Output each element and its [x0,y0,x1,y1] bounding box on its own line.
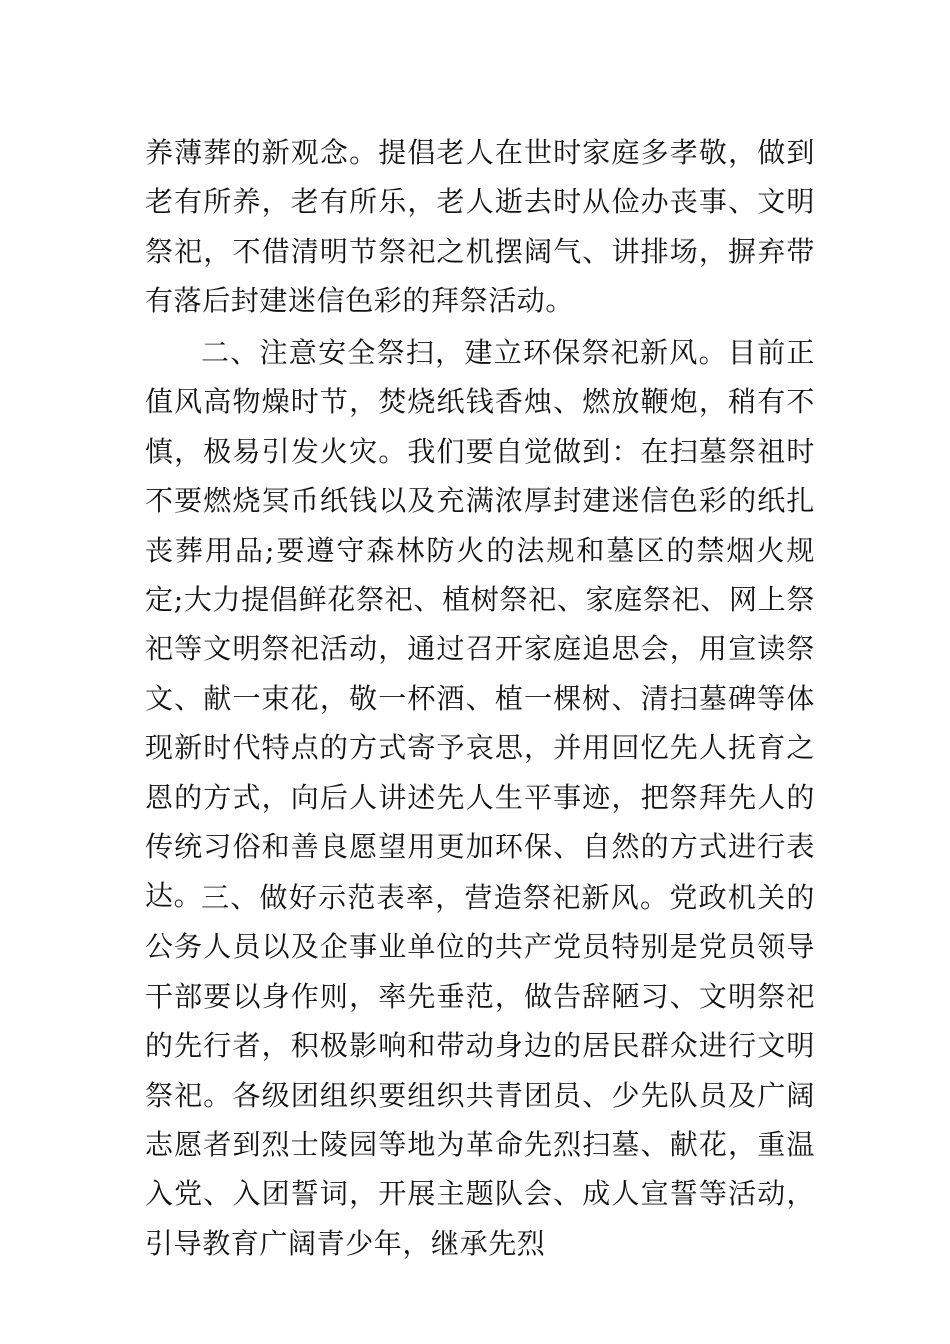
paragraph-section-two: 二、注意安全祭扫，建立环保祭祀新风。目前正值风高物燥时节，焚烧纸钱香烛、燃放鞭炮，稍有不慎，极易引发火灾。我们要自觉做到：在扫墓祭祖时不要燃烧冥币纸钱以及充满浓厚封建迷信色彩的纸扎丧葬用品;要遵守森林防火的法规和墓区的禁烟火规定;大力提倡鲜花祭祀、植树祭祀、家庭祭祀、网上祭祀等文明祭祀活动，通过召开家庭追思会，用宣读祭文、献一束花，敬一杯酒、植一棵树、清扫墓碑等体现新时代特点的方式寄予哀思，并用回忆先人抚育之恩的方式，向后人讲述先人生平事迹，把祭拜先人的传统习俗和善良愿望用更加环保、自然的方式进行表达。 [145,336,815,913]
paragraph-continuation: 养薄葬的新观念。提倡老人在世时家庭多孝敬，做到老有所养，老有所乐，老人逝去时从俭办丧事、文明祭祀，不借清明节祭祀之机摆阔气、讲排场，摒弃带有落后封建迷信色彩的拜祭活动。 [145,136,815,318]
paragraph-section-three: 三、做好示范表率，营造祭祀新风。党政机关的公务人员以及企事业单位的共产党员特别是党员领导干部要以身作则，率先垂范，做告辞陋习、文明祭祀的先行者，积极影响和带动身边的居民群众进行文明祭祀。各级团组织要组织共青团员、少先队员及广阔志愿者到烈士陵园等地为革命先烈扫墓、献花，重温入党、入团誓词，开展主题队会、成人宣誓等活动，引导教育广阔青少年，继承先烈 [145,881,815,1260]
